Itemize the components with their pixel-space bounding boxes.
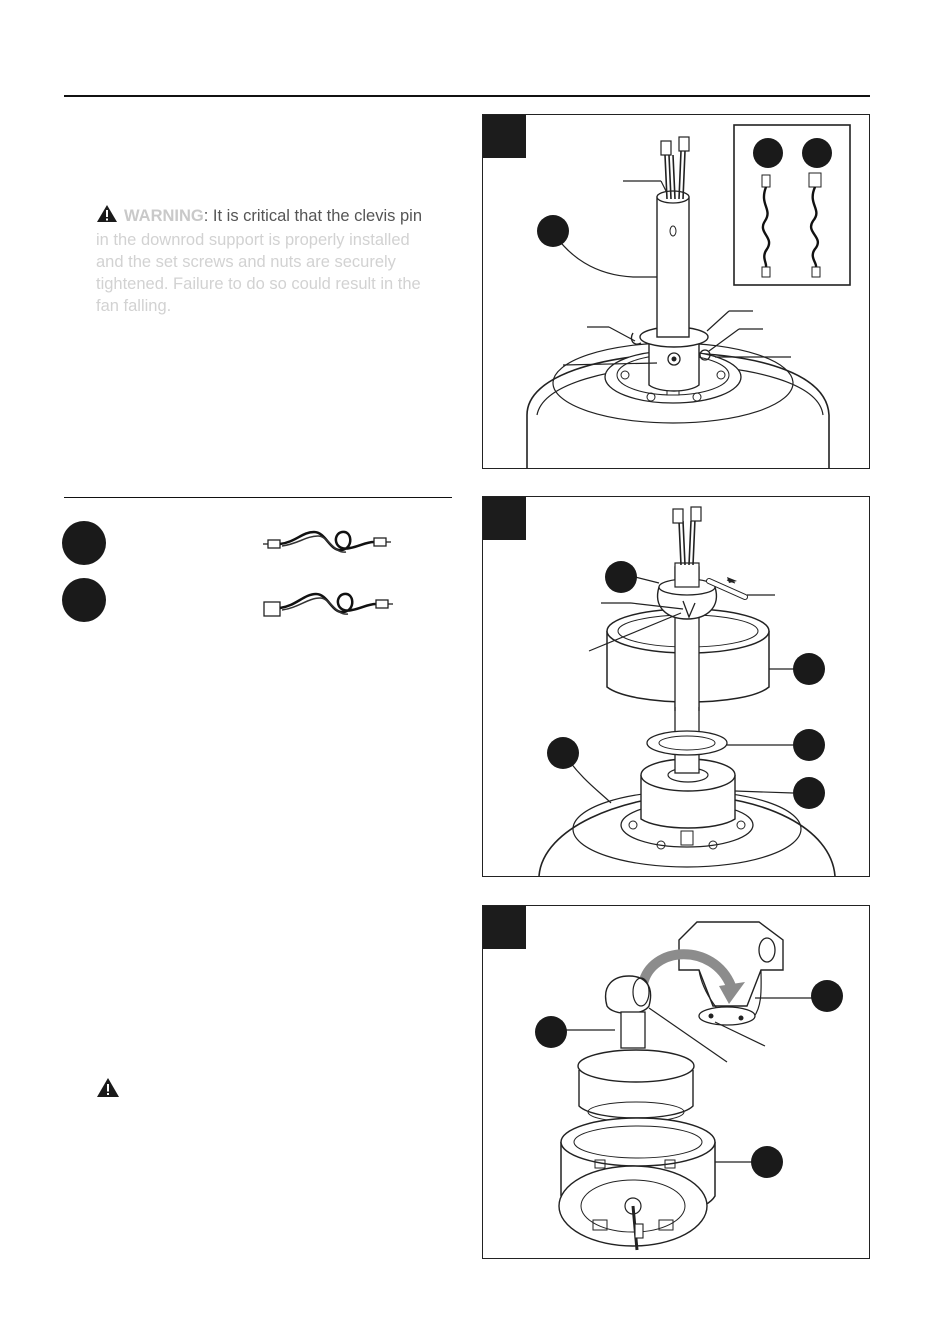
step-box-icon (483, 115, 526, 158)
wire-harness-icon (262, 522, 394, 558)
figure-panel-3 (482, 905, 870, 1259)
warning-label: WARNING (124, 207, 204, 225)
figure-panel-1 (482, 114, 870, 469)
warning-line-5: fan falling. (96, 297, 172, 315)
figure-panel-2 (482, 496, 870, 877)
warning-triangle-icon (96, 1077, 120, 1103)
section-rule (64, 497, 452, 498)
warning-line-1: : It is critical that the clevis pin (203, 207, 422, 225)
part-callout-icon (62, 521, 106, 565)
callout-circle-icon (537, 215, 569, 247)
warning-paragraph (96, 204, 458, 317)
warning-line-3: and the set screws and nuts are securely (96, 253, 396, 271)
wire-harness-icon (262, 582, 394, 622)
step-box-icon (483, 497, 526, 540)
part-callout-icon (62, 578, 106, 622)
warning-triangle-icon (96, 204, 118, 229)
warning-line-4: tightened. Failure to do so could result in the (96, 275, 421, 293)
header-rule (64, 95, 870, 97)
step-box-icon (483, 906, 526, 949)
warning-line-2: in the downrod support is properly installed (96, 231, 410, 249)
